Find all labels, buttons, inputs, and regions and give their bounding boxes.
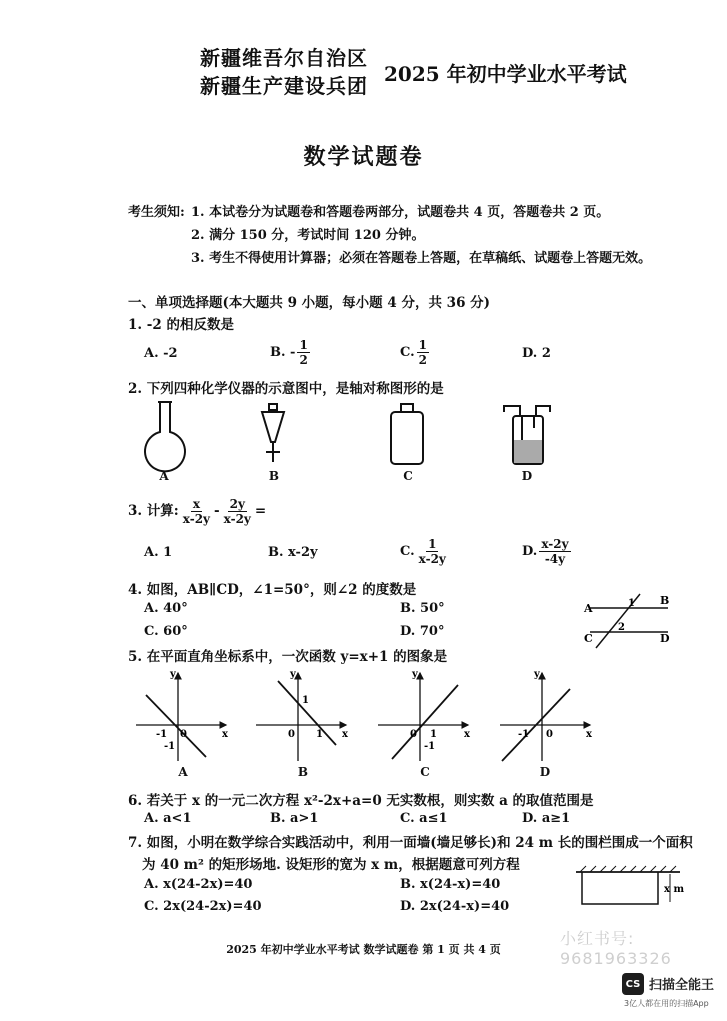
graph-c-neg-one-y: -1 bbox=[424, 741, 436, 752]
q4-option-a: A. 40° bbox=[144, 601, 188, 616]
q3-stem-prefix: 3. 计算: bbox=[128, 503, 179, 519]
graph-a-neg-one-x: -1 bbox=[156, 729, 168, 740]
graph-d-origin: 0 bbox=[546, 729, 553, 740]
graph-d bbox=[500, 673, 590, 761]
q4-point-d: D bbox=[660, 632, 670, 645]
q3-minus: - bbox=[214, 503, 220, 519]
q3-option-d bbox=[522, 537, 573, 566]
separatory-funnel-icon bbox=[262, 404, 284, 462]
notice-item-2: 2. 满分 150 分，考试时间 120 分钟。 bbox=[191, 228, 425, 243]
q7-option-c: C. 2x(24-2x)=40 bbox=[144, 899, 262, 914]
q2-label-d: D bbox=[521, 469, 533, 483]
fraction-numerator: 1 bbox=[299, 338, 308, 352]
graph-b bbox=[256, 673, 346, 761]
q6-option-c: C. a≤1 bbox=[400, 811, 448, 826]
q1-option-c-prefix: C. bbox=[400, 345, 415, 360]
q4-option-b: B. 50° bbox=[400, 601, 445, 616]
q4-option-c: C. 60° bbox=[144, 624, 188, 639]
exam-name: 2025 年初中学业水平考试 bbox=[384, 62, 627, 86]
round-bottom-flask-icon bbox=[145, 402, 185, 471]
q7-stem-line-2: 为 40 m² 的矩形场地. 设矩形的宽为 x m，根据题意可列方程 bbox=[142, 857, 520, 873]
q2-label-c: C bbox=[403, 469, 413, 483]
graph-c-x-label: x bbox=[464, 729, 470, 740]
q1-option-b bbox=[270, 338, 312, 367]
graph-a-y-label: y bbox=[170, 669, 176, 680]
q6-option-d: D. a≥1 bbox=[522, 811, 571, 826]
q2-label-a: A bbox=[159, 469, 169, 483]
q1-stem: 1. -2 的相反数是 bbox=[128, 317, 234, 333]
q7-stem-line-1: 7. 如图，小明在数学综合实践活动中，利用一面墙(墙足够长)和 24 m 长的围栏围成一个面积 bbox=[128, 835, 693, 851]
q4-parallel-lines-figure bbox=[582, 590, 672, 650]
q3-fraction-1 bbox=[181, 497, 212, 526]
q3-equals: = bbox=[254, 503, 267, 519]
q7-fence-figure bbox=[572, 864, 684, 916]
fraction-denominator: 2 bbox=[418, 353, 428, 367]
fraction-denominator: 2 bbox=[299, 353, 308, 367]
q5-label-b: B bbox=[297, 765, 309, 779]
q2-stem: 2. 下列四种化学仪器的示意图中，是轴对称图形的是 bbox=[128, 381, 444, 397]
section-1-title: 一、单项选择题(本大题共 9 小题，每小题 4 分，共 36 分) bbox=[128, 295, 491, 311]
region-heading bbox=[200, 44, 368, 100]
graph-b-origin: 0 bbox=[288, 729, 295, 740]
q3-option-d-fraction bbox=[539, 537, 570, 566]
notice-item-1: 1. 本试卷分为试题卷和答题卷两部分，试题卷共 4 页，答题卷共 2 页。 bbox=[191, 205, 610, 220]
graph-c-one-x: 1 bbox=[430, 729, 437, 740]
q3-stem bbox=[128, 497, 266, 526]
q1-option-b-prefix: B. - bbox=[270, 345, 296, 360]
reagent-bottle-icon bbox=[391, 404, 423, 464]
q3-option-b: B. x-2y bbox=[268, 545, 318, 560]
graph-c-origin: 0 bbox=[410, 729, 417, 740]
q6-option-a: A. a<1 bbox=[144, 811, 192, 826]
fraction-denominator: x-2y bbox=[182, 512, 211, 526]
q4-point-c: C bbox=[584, 632, 593, 645]
graph-c-y-label: y bbox=[412, 669, 418, 680]
q5-label-a: A bbox=[178, 765, 188, 779]
q7-option-a: A. x(24-2x)=40 bbox=[144, 877, 253, 892]
graph-b-y-label: y bbox=[290, 669, 296, 680]
graph-a-origin: 0 bbox=[180, 729, 187, 740]
graph-d-x-label: x bbox=[586, 729, 592, 740]
q7-option-d: D. 2x(24-x)=40 bbox=[400, 899, 510, 914]
fraction-denominator: x-2y bbox=[418, 552, 446, 566]
fraction-numerator: 2y bbox=[229, 497, 245, 511]
q3-option-d-prefix: D. bbox=[522, 544, 538, 559]
q5-stem: 5. 在平面直角坐标系中，一次函数 y=x+1 的图象是 bbox=[128, 649, 448, 665]
q3-option-c bbox=[400, 537, 450, 566]
graph-b-one-y: 1 bbox=[302, 695, 309, 706]
fraction-denominator: x-2y bbox=[223, 512, 251, 526]
q1-option-b-fraction bbox=[297, 338, 309, 367]
region-line-1: 新疆维吾尔自治区 bbox=[200, 46, 368, 70]
q5-label-d: D bbox=[539, 765, 551, 779]
q4-point-b: B bbox=[660, 594, 670, 607]
graph-b-x-label: x bbox=[342, 729, 348, 740]
graph-a-x-label: x bbox=[222, 729, 228, 740]
gas-washing-bottle-icon bbox=[504, 406, 550, 464]
fraction-numerator: 1 bbox=[418, 338, 428, 352]
q3-option-a: A. 1 bbox=[144, 545, 173, 560]
q1-option-d: D. 2 bbox=[522, 346, 551, 361]
q4-option-d: D. 70° bbox=[400, 624, 445, 639]
q1-option-c bbox=[400, 338, 431, 367]
q6-option-b: B. a>1 bbox=[270, 811, 319, 826]
q4-angle-1: 1 bbox=[628, 598, 635, 609]
graph-a bbox=[136, 673, 226, 761]
q3-fraction-2 bbox=[222, 497, 253, 526]
q3-option-c-fraction bbox=[417, 537, 448, 566]
camscanner-logo-icon: CS bbox=[622, 973, 644, 995]
q7-fig-width-label: x m bbox=[664, 884, 685, 895]
graph-d-neg-one-x: -1 bbox=[518, 729, 530, 740]
fraction-numerator: x-2y bbox=[541, 537, 569, 551]
graph-c bbox=[378, 673, 468, 761]
fraction-numerator: 1 bbox=[428, 537, 437, 551]
q5-label-c: C bbox=[420, 765, 430, 779]
graph-a-neg-one-y: -1 bbox=[164, 741, 176, 752]
page-footer: 2025 年初中学业水平考试 数学试题卷 第 1 页 共 4 页 bbox=[226, 943, 501, 956]
q1-option-c-fraction bbox=[417, 338, 429, 367]
notice-item-3: 3. 考生不得使用计算器；必须在答题卷上答题，在草稿纸、试题卷上答题无效。 bbox=[191, 251, 652, 266]
q4-point-a: A bbox=[584, 602, 593, 615]
watermark: 小红书号: 9681963326 bbox=[560, 929, 672, 968]
q4-stem: 4. 如图，AB∥CD，∠1=50°，则∠2 的度数是 bbox=[128, 582, 417, 598]
q5-graphs-figure bbox=[130, 665, 590, 765]
graph-d-y-label: y bbox=[534, 669, 540, 680]
q7-option-b: B. x(24-x)=40 bbox=[400, 877, 501, 892]
q6-stem: 6. 若关于 x 的一元二次方程 x²-2x+a=0 无实数根，则实数 a 的取值范围是 bbox=[128, 793, 594, 809]
scanner-app-name: 扫描全能王 bbox=[649, 978, 715, 993]
graph-b-one-x: 1 bbox=[316, 729, 323, 740]
fraction-denominator: -4y bbox=[544, 552, 566, 566]
paper-title: 数学试题卷 bbox=[303, 144, 424, 170]
scanner-app-tagline: 3亿人都在用的扫描App bbox=[624, 999, 709, 1008]
q4-angle-2: 2 bbox=[618, 622, 625, 633]
q1-option-a: A. -2 bbox=[144, 346, 178, 361]
region-line-2: 新疆生产建设兵团 bbox=[200, 74, 368, 98]
q3-option-c-prefix: C. bbox=[400, 544, 415, 559]
q2-label-b: B bbox=[268, 469, 280, 483]
fraction-numerator: x bbox=[192, 497, 200, 511]
chemistry-instruments-figure bbox=[130, 396, 570, 472]
notice-label: 考生须知: bbox=[128, 205, 185, 220]
